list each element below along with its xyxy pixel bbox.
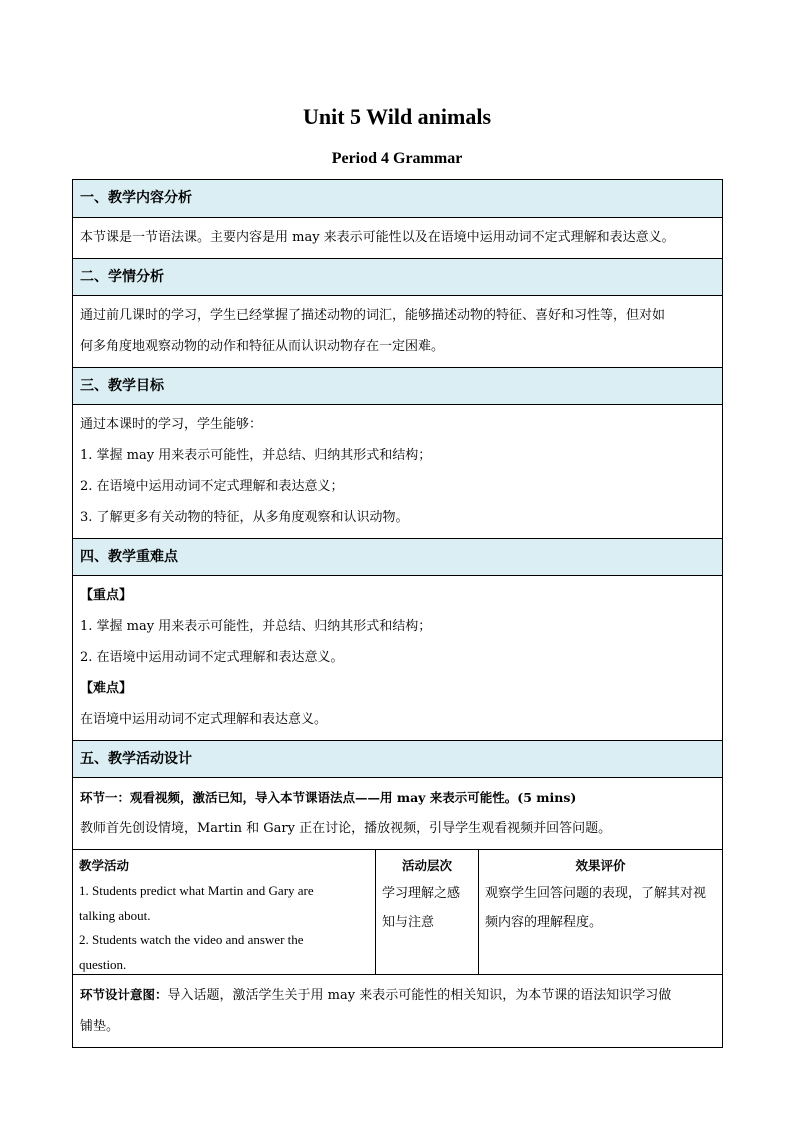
lesson-plan-table [72,179,723,1048]
evaluation-line: 频内容的理解程度。 [485,915,603,930]
text-line: 何多角度地观察动物的动作和特征从而认识动物存在一定困难。 [80,339,445,354]
activity-line: 2. Students watch the video and answer the [79,932,304,947]
difficult-points-label: 【难点】 [80,681,133,696]
section-body-learner-analysis [73,295,722,367]
section-heading-learner-analysis: 二、学情分析 [73,258,722,295]
step-one-description: 教师首先创设情境，Martin 和 Gary 正在讨论，播放视频，引导学生观看视频并回答问题。 [80,821,612,836]
evaluation-column [479,850,722,974]
document-subtitle: Period 4 Grammar [331,150,463,167]
activity-line: talking about. [79,907,151,923]
design-intent-text: 导入话题，激活学生关于用 may 来表示可能性的相关知识，为本节课的语法知识学习做 [167,988,672,1003]
text-line: 在语境中运用动词不定式理解和表达意义。 [80,712,328,727]
step-one-block [73,777,722,849]
level-column [376,850,479,974]
text-line: 3. 了解更多有关动物的特征，从多角度观察和认识动物。 [80,510,409,525]
activity-list [79,879,369,977]
level-column-header: 活动层次 [401,858,452,873]
evaluation-text [485,879,716,937]
level-text [382,879,472,937]
activity-table [73,849,722,974]
text-line: 本节课是一节语法课。主要内容是用 may 来表示可能性以及在语境中运用动词不定式理解和表达意义。 [80,230,675,245]
document-title: Unit 5 Wild animals [302,104,492,129]
text-line: 1. 掌握 may 用来表示可能性，并总结、归纳其形式和结构； [80,619,432,634]
activity-line: 1. Students predict what Martin and Gary are [79,883,314,898]
level-line: 学习理解之感 [382,886,461,901]
section-heading-objectives: 三、教学目标 [73,367,722,404]
section-heading-content-analysis: 一、教学内容分析 [73,180,722,217]
level-line: 知与注意 [382,915,435,930]
design-intent-block [73,974,722,1047]
text-line: 1. 掌握 may 用来表示可能性，并总结、归纳其形式和结构； [80,448,432,463]
step-one-title: 环节一：观看视频，激活已知，导入本节课语法点——用 may 来表示可能性。(5 mins) [80,790,577,805]
text-line: 2. 在语境中运用动词不定式理解和表达意义； [80,479,344,494]
section-heading-key-difficult: 四、教学重难点 [73,538,722,575]
activity-line: question. [79,956,127,972]
key-points-label: 【重点】 [80,588,133,603]
section-body-content-analysis [73,217,722,258]
activity-column [73,850,376,974]
section-body-objectives [73,404,722,538]
section-body-key-difficult [73,575,722,740]
text-line: 通过本课时的学习，学生能够： [80,417,263,432]
section-heading-activity-design: 五、教学活动设计 [73,740,722,777]
text-line: 通过前几课时的学习，学生已经掌握了描述动物的词汇，能够描述动物的特征、喜好和习性等，但对如 [80,308,666,323]
activity-column-header: 教学活动 [79,858,130,873]
design-intent-text-cont: 铺垫。 [80,1019,120,1034]
evaluation-column-header: 效果评价 [575,858,626,873]
design-intent-label: 环节设计意图： [80,987,168,1002]
text-line: 2. 在语境中运用动词不定式理解和表达意义。 [80,650,344,665]
evaluation-line: 观察学生回答问题的表现，了解其对视 [485,886,707,901]
